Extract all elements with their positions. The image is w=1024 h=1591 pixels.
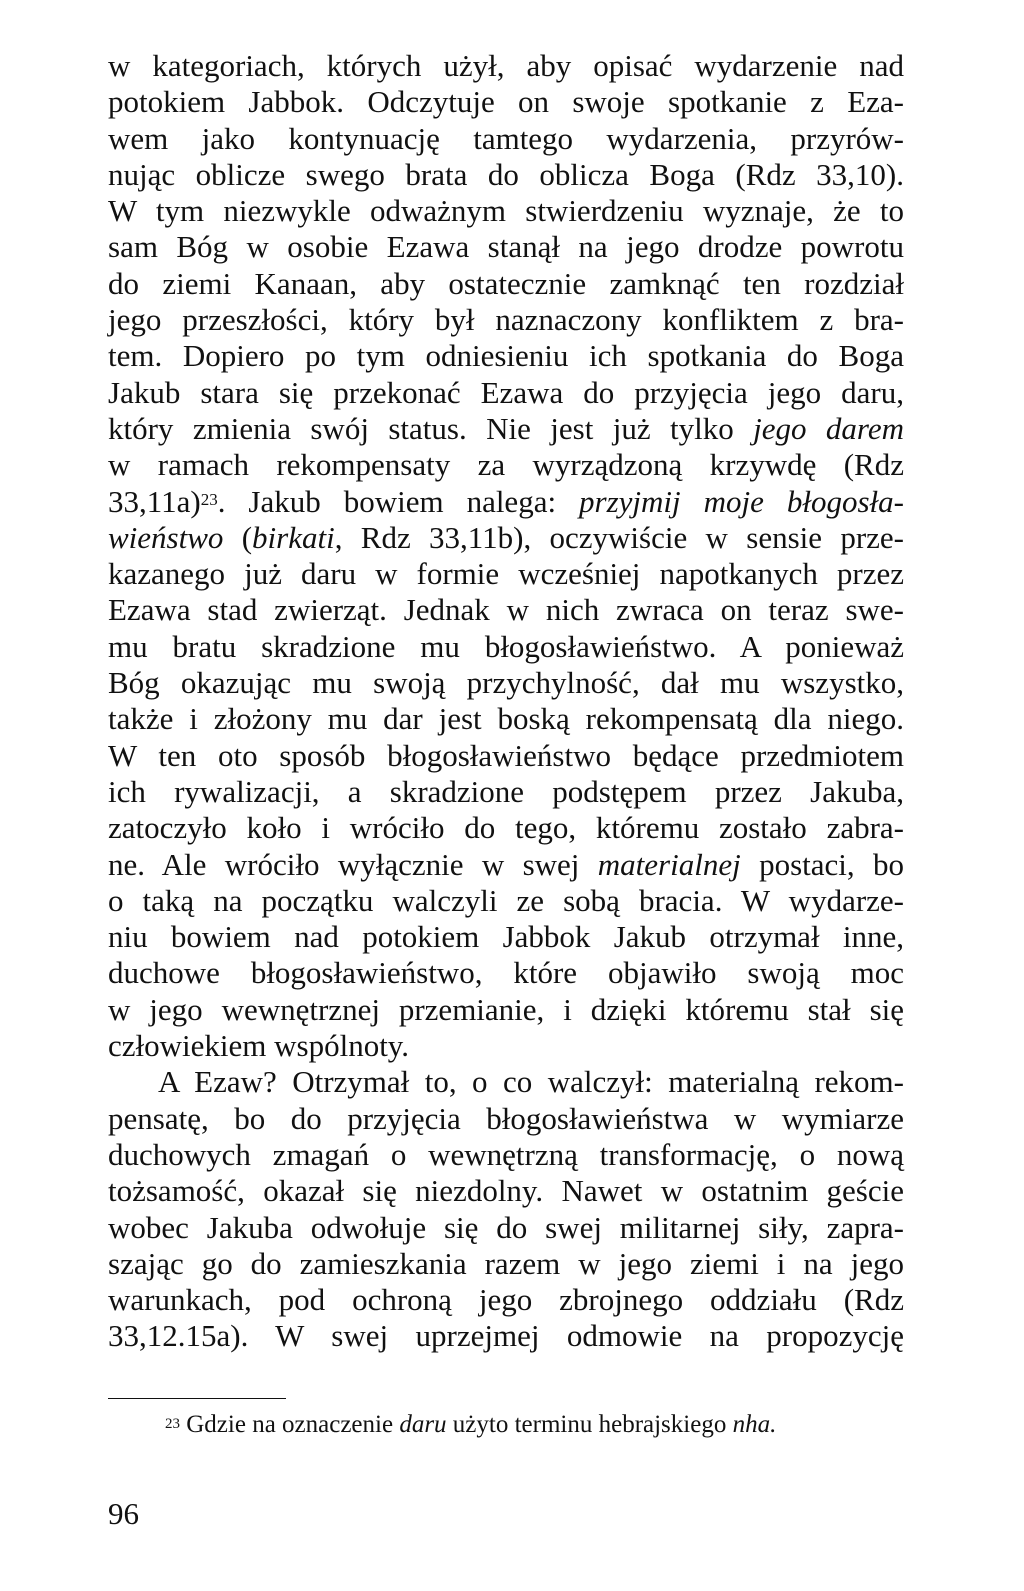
text-line: potokiem Jabbok. Odczytuje on swoje spotkanie z Eza- <box>108 84 904 120</box>
text-line: wem jako kontynuację tamtego wydarzenia, przyrów- <box>108 120 904 156</box>
italic-phrase: jego darem <box>753 410 904 446</box>
text-line <box>108 520 904 556</box>
text-run: ( <box>223 519 253 555</box>
text-line: W ten oto sposób błogosławieństwo będące przedmiotem <box>108 737 904 773</box>
text-line: Jakub stara się przekonać Ezawa do przyjęcia jego daru, <box>108 374 904 410</box>
text-line: niu bowiem nad potokiem Jabbok Jakub otrzymał inne, <box>108 919 904 955</box>
italic-phrase: przyjmij moje błogosła- <box>579 483 904 519</box>
page-number: 96 <box>108 1496 139 1531</box>
text-line: tożsamość, okazał się niezdolny. Nawet w ostatnim geście <box>108 1173 904 1209</box>
text-line: nując oblicze swego brata do oblicza Boga (Rdz 33,10). <box>108 156 904 192</box>
footnote-italic-word: daru <box>399 1411 447 1438</box>
italic-phrase: materialnej <box>597 846 741 882</box>
text-line: warunkach, pod ochroną jego zbrojnego oddziału (Rdz <box>108 1282 904 1318</box>
text-line: kazanego już daru w formie wcześniej napotkanych przez <box>108 556 904 592</box>
text-line: w jego wewnętrznej przemianie, i dzięki któremu stał się <box>108 991 904 1027</box>
footnote-text: użyto terminu hebrajskiego <box>446 1411 733 1438</box>
footnote <box>165 1410 776 1440</box>
text-line: duchowe błogosławieństwo, które objawiło swoją moc <box>108 955 904 991</box>
text-line: wobec Jakuba odwołuje się do swej militarnej siły, zapra- <box>108 1209 904 1245</box>
text-line: zatoczyło koło i wróciło do tego, któremu zostało zabra- <box>108 810 904 846</box>
text-line: także i złożony mu dar jest boską rekompensatą dla niego. <box>108 701 904 737</box>
text-line <box>108 411 904 447</box>
footnote-separator <box>108 1398 286 1399</box>
text-line: do ziemi Kanaan, aby ostatecznie zamknąć ten rozdział <box>108 265 904 301</box>
text-line <box>108 484 904 520</box>
text-line: człowiekiem wspólnoty. <box>108 1028 410 1064</box>
text-run: który zmienia swój status. Nie jest już tylko <box>108 410 754 446</box>
footnote-number: 23 <box>165 1416 180 1432</box>
main-text <box>108 48 904 1355</box>
footnote-italic-term: nha. <box>732 1411 777 1438</box>
text-line: jego przeszłości, który był naznaczony konfliktem z bra- <box>108 302 904 338</box>
text-run: , Rdz 33,11b), oczywiście w sensie prze- <box>334 519 904 555</box>
text-run: 33,11a) <box>108 483 201 519</box>
text-line: Bóg okazując mu swoją przychylność, dał mu wszystko, <box>108 665 904 701</box>
text-line: o taką na początku walczyli ze sobą bracia. W wydarze- <box>108 882 904 918</box>
text-run: postaci, bo <box>740 846 904 882</box>
paragraph-start-line: A Ezaw? Otrzymał to, o co walczył: materialną rekom- <box>158 1064 904 1100</box>
text-line: ich rywalizacji, a skradzione podstępem przez Jakuba, <box>108 773 904 809</box>
footnote-text: Gdzie na oznaczenie <box>180 1411 400 1438</box>
text-line <box>108 847 904 883</box>
text-line: duchowych zmagań o wewnętrzną transformację, o nową <box>108 1136 904 1172</box>
text-run: ne. Ale wróciło wyłącznie w swej <box>108 846 598 882</box>
footnote-reference: 23 <box>200 489 218 509</box>
italic-phrase: wieństwo <box>108 519 224 555</box>
text-line: mu bratu skradzione mu błogosławieństwo. A ponieważ <box>108 628 904 664</box>
text-line: pensatę, bo do przyjęcia błogosławieństwa w wymiarze <box>108 1100 904 1136</box>
text-line: tem. Dopiero po tym odniesieniu ich spotkania do Boga <box>108 338 904 374</box>
text-line: szając go do zamieszkania razem w jego ziemi i na jego <box>108 1245 904 1281</box>
text-line: Ezawa stad zwierząt. Jednak w nich zwraca on teraz swe- <box>108 592 904 628</box>
text-run: . Jakub bowiem nalega: <box>217 483 580 519</box>
text-line: W tym niezwykle odważnym stwierdzeniu wyznaje, że to <box>108 193 904 229</box>
text-line: sam Bóg w osobie Ezawa stanął na jego drodze powrotu <box>108 229 904 265</box>
text-line: 33,12.15a). W swej uprzejmej odmowie na propozycję <box>108 1318 904 1354</box>
italic-phrase: birkati <box>252 519 335 555</box>
text-line: w kategoriach, których użył, aby opisać wydarzenie nad <box>108 48 904 83</box>
text-line: w ramach rekompensaty za wyrządzoną krzywdę (Rdz <box>108 447 904 483</box>
